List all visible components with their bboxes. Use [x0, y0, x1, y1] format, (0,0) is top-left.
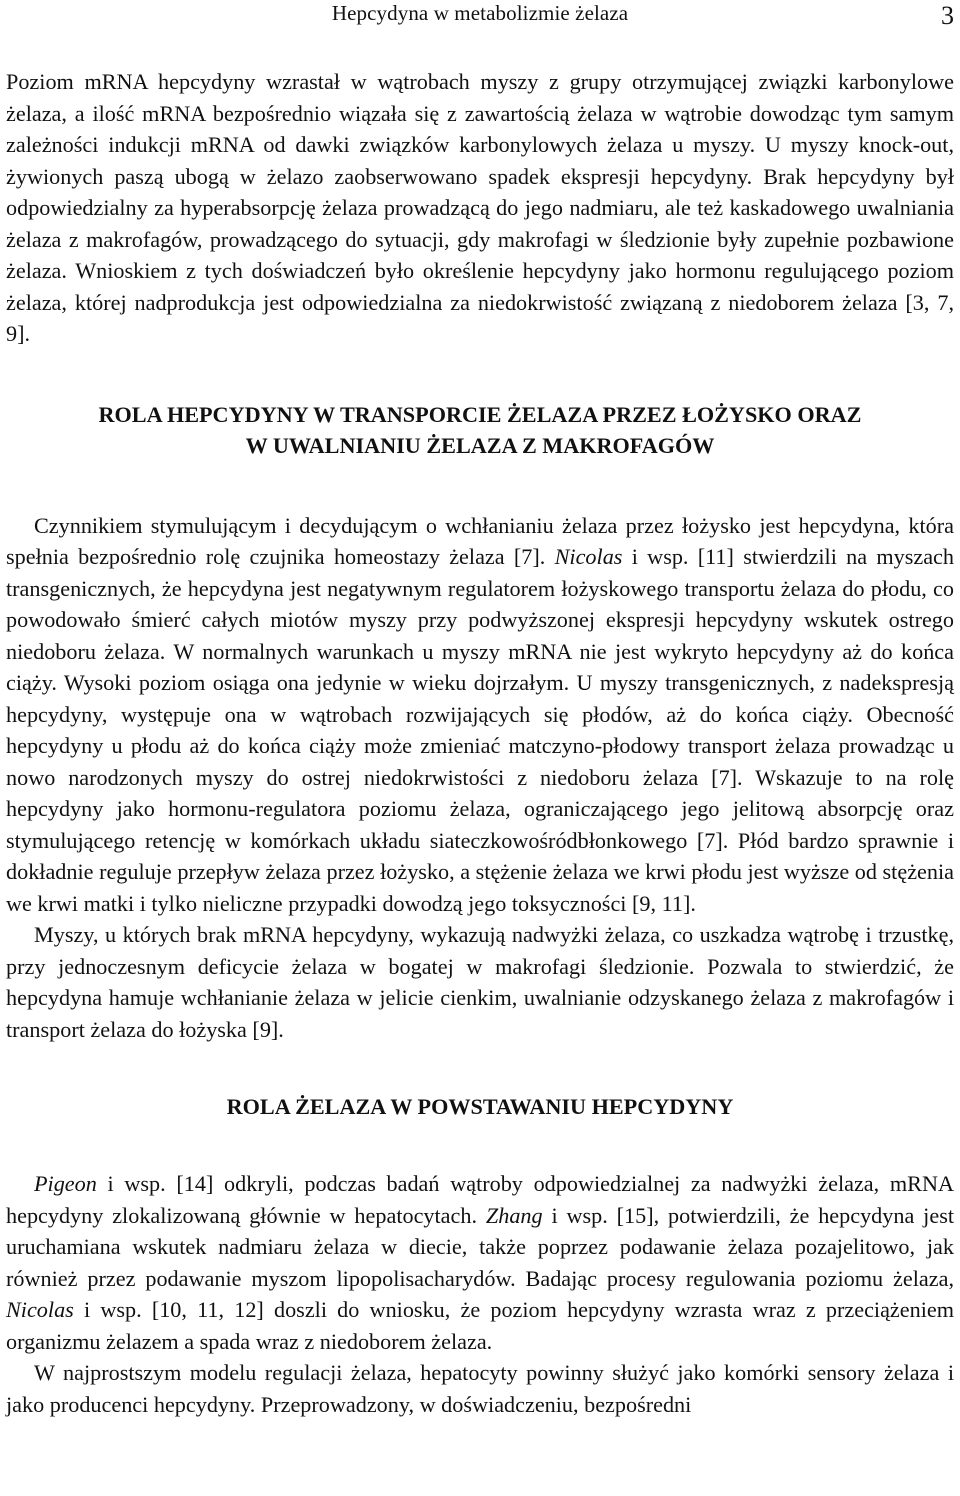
author-name: Nicolas [554, 544, 623, 569]
paragraph-iron-role-1 [6, 1168, 954, 1357]
author-name: Nicolas [6, 1297, 74, 1322]
paragraph-iron-role-2: W najprostszym modelu regulacji żelaza, hepatocyty powinny służyć jako komórki sensory żelaza i jako producenci hepcydyny. Przeprowadzony, w doświadczeniu, bezpośredni [6, 1360, 954, 1417]
section-heading-placenta [6, 399, 954, 461]
text-run: i wsp. [15], potwierdzili, że hepcydyna jest uruchamiana wskutek nadmiaru żelaza w diecie, także poprzez podawanie żelaza pozajelitowo, jak również przez podawanie myszom lipopolisacharydów. Badając procesy regulowania poziomu żelaza, [6, 1202, 954, 1291]
document-page [6, 0, 954, 1420]
paragraph-1: Poziom mRNA hepcydyny wzrastał w wątrobach myszy z grupy otrzymującej związki karbonylowe żelaza, a ilość mRNA bezpośrednio wiązała się z zawartością żelaza w wątrobie dowodząc tym samym zależności indukcji mRNA od dawki związków karbonylowych żelaza u myszy. U myszy knock-out, żywionych paszą ubogą w żelazo zaobserwowano spadek ekspresji hepcydyny. Brak hepcydyny był odpowiedzialny za hyperabsorpcję żelaza prowadzącą do jego nadmiaru, ale też kaskadowego uwalniania żelaza z makrofagów, prowadzącego do sytuacji, gdy makrofagi w śledzionie były zupełnie pozbawione żelaza. Wnioskiem z tych doświadczeń było określenie hepcydyny jako hormonu regulującego poziom żelaza, której nadprodukcja jest odpowiedzialna za niedokrwistość związaną z niedoborem żelaza [3, 7, 9]. [6, 69, 954, 346]
text-run: i wsp. [14] odkryli, podczas badań wątroby odpowiedzialnej za nadwyżki żelaza, mRNA hepcydyny zlokalizowaną głównie w hepatocytach. [6, 1171, 954, 1228]
heading-line-1: ROLA HEPCYDYNY W TRANSPORCIE ŻELAZA PRZEZ ŁOŻYSKO ORAZ [98, 401, 862, 427]
section-heading-iron-role: ROLA ŻELAZA W POWSTAWANIU HEPCYDYNY [226, 1094, 734, 1119]
running-title: Hepcydyna w metabolizmie żelaza [331, 1, 629, 25]
text-run: Czynnikiem stymulującym i decydującym o wchłanianiu żelaza przez łożysko jest hepcydyna, która spełnia bezpośrednio rolę czujnika homeostazy żelaza [7]. [6, 512, 954, 569]
author-name: Pigeon [34, 1171, 97, 1196]
paragraph-placenta-2: Myszy, u których brak mRNA hepcydyny, wykazują nadwyżki żelaza, co uszkadza wątrobę i trzustkę, przy jednoczesnym deficycie żelaza w bogatej w makrofagi śledzionie. Pozwala to stwierdzić, że hepcydyna hamuje wchłanianie żelaza w jelicie cienkim, uwalnianie odzyskanego żelaza z makrofagów i transport żelaza do łożyska [9]. [6, 922, 954, 1042]
paragraph-placenta-1 [6, 510, 954, 920]
page-number: 3 [941, 1, 954, 30]
text-run: i wsp. [11] stwierdzili na myszach transgenicznych, że hepcydyna jest negatywnym regulatorem łożyskowego transportu żelaza do płodu, co powodowało śmierć całych miotów myszy przy podwyższonej ekspresji hepcydyny wskutek ostrego niedoboru żelaza. W normalnych warunkach u myszy mRNA nie jest wykryto hepcydyny aż do końca ciąży. Wysoki poziom osiąga ona jedynie w wieku dojrzałym. U myszy transgenicznych, z nadekspresją hepcydyny, występuje ona w wątrobach rozwijających się płodów, aż do końca ciąży. Obecność hepcydyny u płodu aż do końca ciąży może zmieniać matczyno-płodowy transport żelaza prowadząc u nowo narodzonych myszy do ostrej niedokrwistości z niedoboru żelaza [7]. Wskazuje to na rolę hepcydyny jako hormonu-regulatora poziomu żelaza, ograniczającego jego jelitową absorpcję oraz stymulującego retencję w komórkach układu siateczkowośródbłonkowego [7]. Płód bardzo sprawnie i dokładnie reguluje przepływ żelaza przez łożysko, a stężenie żelaza we krwi płodu jest wyższe od stężenia we krwi matki i tylko nieliczne przypadki dowodzą jego toksyczności [9, 11]. [6, 544, 955, 916]
author-name: Zhang [485, 1202, 543, 1228]
heading-line-2: W UWALNIANIU ŻELAZA Z MAKROFAGÓW [245, 432, 715, 458]
page-header [6, 0, 954, 40]
text-run: i wsp. [10, 11, 12] doszli do wniosku, że poziom hepcydyny wzrasta wraz z przeciążeniem organizmu żelazem a spada wraz z niedoborem żelaza. [6, 1297, 954, 1354]
